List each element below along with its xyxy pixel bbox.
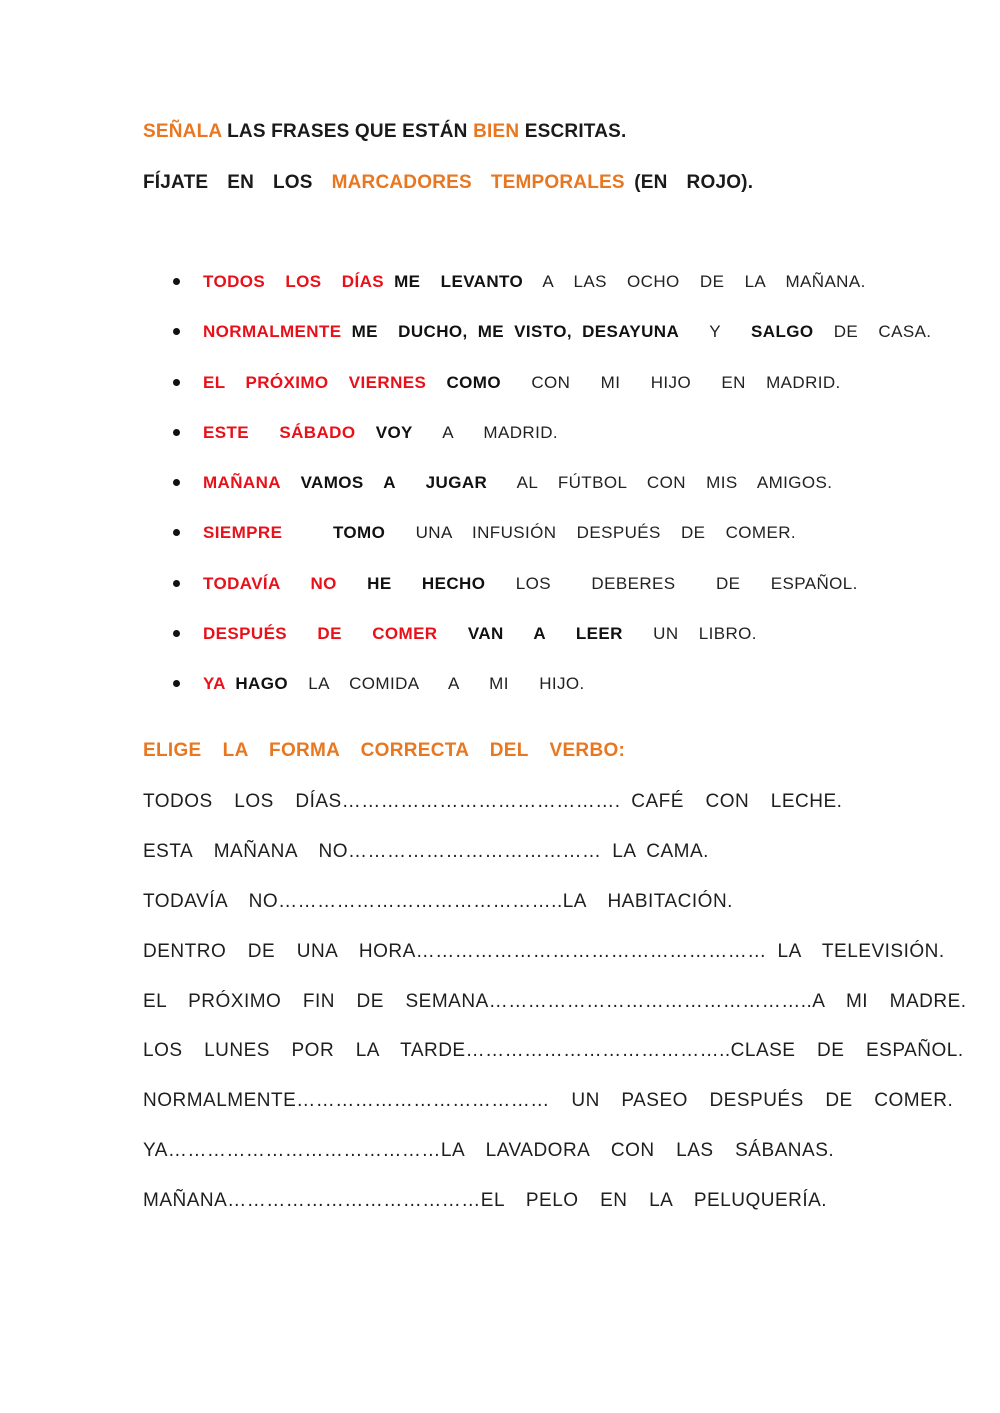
verb: TOMO xyxy=(282,523,386,543)
instruction-highlight: MARCADORES TEMPORALES xyxy=(331,172,625,193)
verb: ME LEVANTO xyxy=(384,272,524,291)
time-marker: MAÑANA xyxy=(203,473,281,493)
time-marker: TODAVÍA NO xyxy=(203,573,337,593)
time-marker: YA xyxy=(203,674,226,694)
time-marker: ESTE SÁBADO xyxy=(203,422,356,442)
verb: VOY xyxy=(355,422,413,442)
sentence-item[interactable] xyxy=(173,320,931,370)
sentence-rest: A LAS OCHO DE LA MAÑANA. xyxy=(523,272,866,291)
fill-in-list xyxy=(143,789,967,1238)
sentence-item[interactable] xyxy=(173,622,931,672)
sentence-rest: DE CASA. xyxy=(813,322,932,342)
instruction-text: (EN ROJO). xyxy=(624,172,754,193)
verb: SALGO xyxy=(751,322,814,342)
sentence-item[interactable] xyxy=(173,521,931,571)
time-marker: DESPUÉS DE COMER xyxy=(203,624,438,644)
verb: ME DUCHO, ME VISTO, DESAYUNA xyxy=(341,322,680,342)
instruction-highlight: SEÑALA xyxy=(143,121,222,142)
sentence-rest: CON MI HIJO EN MADRID. xyxy=(500,372,841,392)
section-title: ELIGE LA FORMA CORRECTA DEL VERBO: xyxy=(143,740,626,761)
sentence-item[interactable] xyxy=(173,471,931,521)
instruction-line-2 xyxy=(143,172,753,194)
verb: HAGO xyxy=(225,674,288,694)
sentence-rest: LA COMIDA A MI HIJO. xyxy=(287,674,585,694)
verb: COMO xyxy=(426,372,501,392)
sentence-list xyxy=(173,270,931,723)
instruction-text: ESCRITAS. xyxy=(519,121,627,142)
sentence-rest: UNA INFUSIÓN DESPUÉS DE COMER. xyxy=(385,523,797,543)
sentence-rest: AL FÚTBOL CON MIS AMIGOS. xyxy=(487,473,833,493)
fill-in-item[interactable]: TODOS LOS DÍAS……………………………………. CAFÉ CON LECHE. xyxy=(143,791,843,812)
instruction-text: FÍJATE EN LOS xyxy=(143,172,332,193)
fill-in-item[interactable]: TODAVÍA NO……………………………………..LA HABITACIÓN. xyxy=(143,890,733,912)
fill-in-item[interactable]: YA……………………………………LA LAVADORA CON LAS SÁBANAS. xyxy=(143,1140,835,1162)
fill-in-item[interactable]: EL PRÓXIMO FIN DE SEMANA…………………………………………..A MI MADRE. xyxy=(143,990,967,1012)
time-marker: EL PRÓXIMO VIERNES xyxy=(203,372,427,392)
sentence-rest: UN LIBRO. xyxy=(622,624,757,644)
instruction-highlight: BIEN xyxy=(473,121,520,142)
fill-in-item[interactable]: MAÑANA…………………………………EL PELO EN LA PELUQUERÍA. xyxy=(143,1190,828,1212)
time-marker: NORMALMENTE xyxy=(203,322,342,342)
sentence-item[interactable] xyxy=(173,270,931,320)
sentence-item[interactable] xyxy=(173,421,931,471)
fill-in-item[interactable]: LOS LUNES POR LA TARDE…………………………………..CLASE DE ESPAÑOL. xyxy=(143,1040,964,1062)
sentence-rest: LOS DEBERES DE ESPAÑOL. xyxy=(485,573,858,593)
fill-in-item[interactable]: DENTRO DE UNA HORA……………………………………………… LA TELEVISIÓN. xyxy=(143,940,945,962)
time-marker: TODOS LOS DÍAS xyxy=(203,272,384,291)
fill-in-item[interactable]: ESTA MAÑANA NO………………………………… LA CAMA. xyxy=(143,840,709,862)
sentence-item[interactable] xyxy=(173,371,931,421)
sentence-rest: A MADRID. xyxy=(412,422,558,442)
sentence-item[interactable] xyxy=(173,672,931,722)
sentence-item[interactable] xyxy=(173,572,931,622)
verb: VAMOS A JUGAR xyxy=(280,473,488,493)
verb: HE HECHO xyxy=(336,573,486,593)
sentence-rest: Y xyxy=(679,322,752,342)
verb: VAN A LEER xyxy=(437,624,623,644)
time-marker: SIEMPRE xyxy=(203,523,283,543)
instruction-line-1 xyxy=(143,121,626,143)
fill-in-item[interactable]: NORMALMENTE………………………………… UN PASEO DESPUÉS DE COMER. xyxy=(143,1090,954,1112)
instruction-text: LAS FRASES QUE ESTÁN xyxy=(221,121,474,142)
